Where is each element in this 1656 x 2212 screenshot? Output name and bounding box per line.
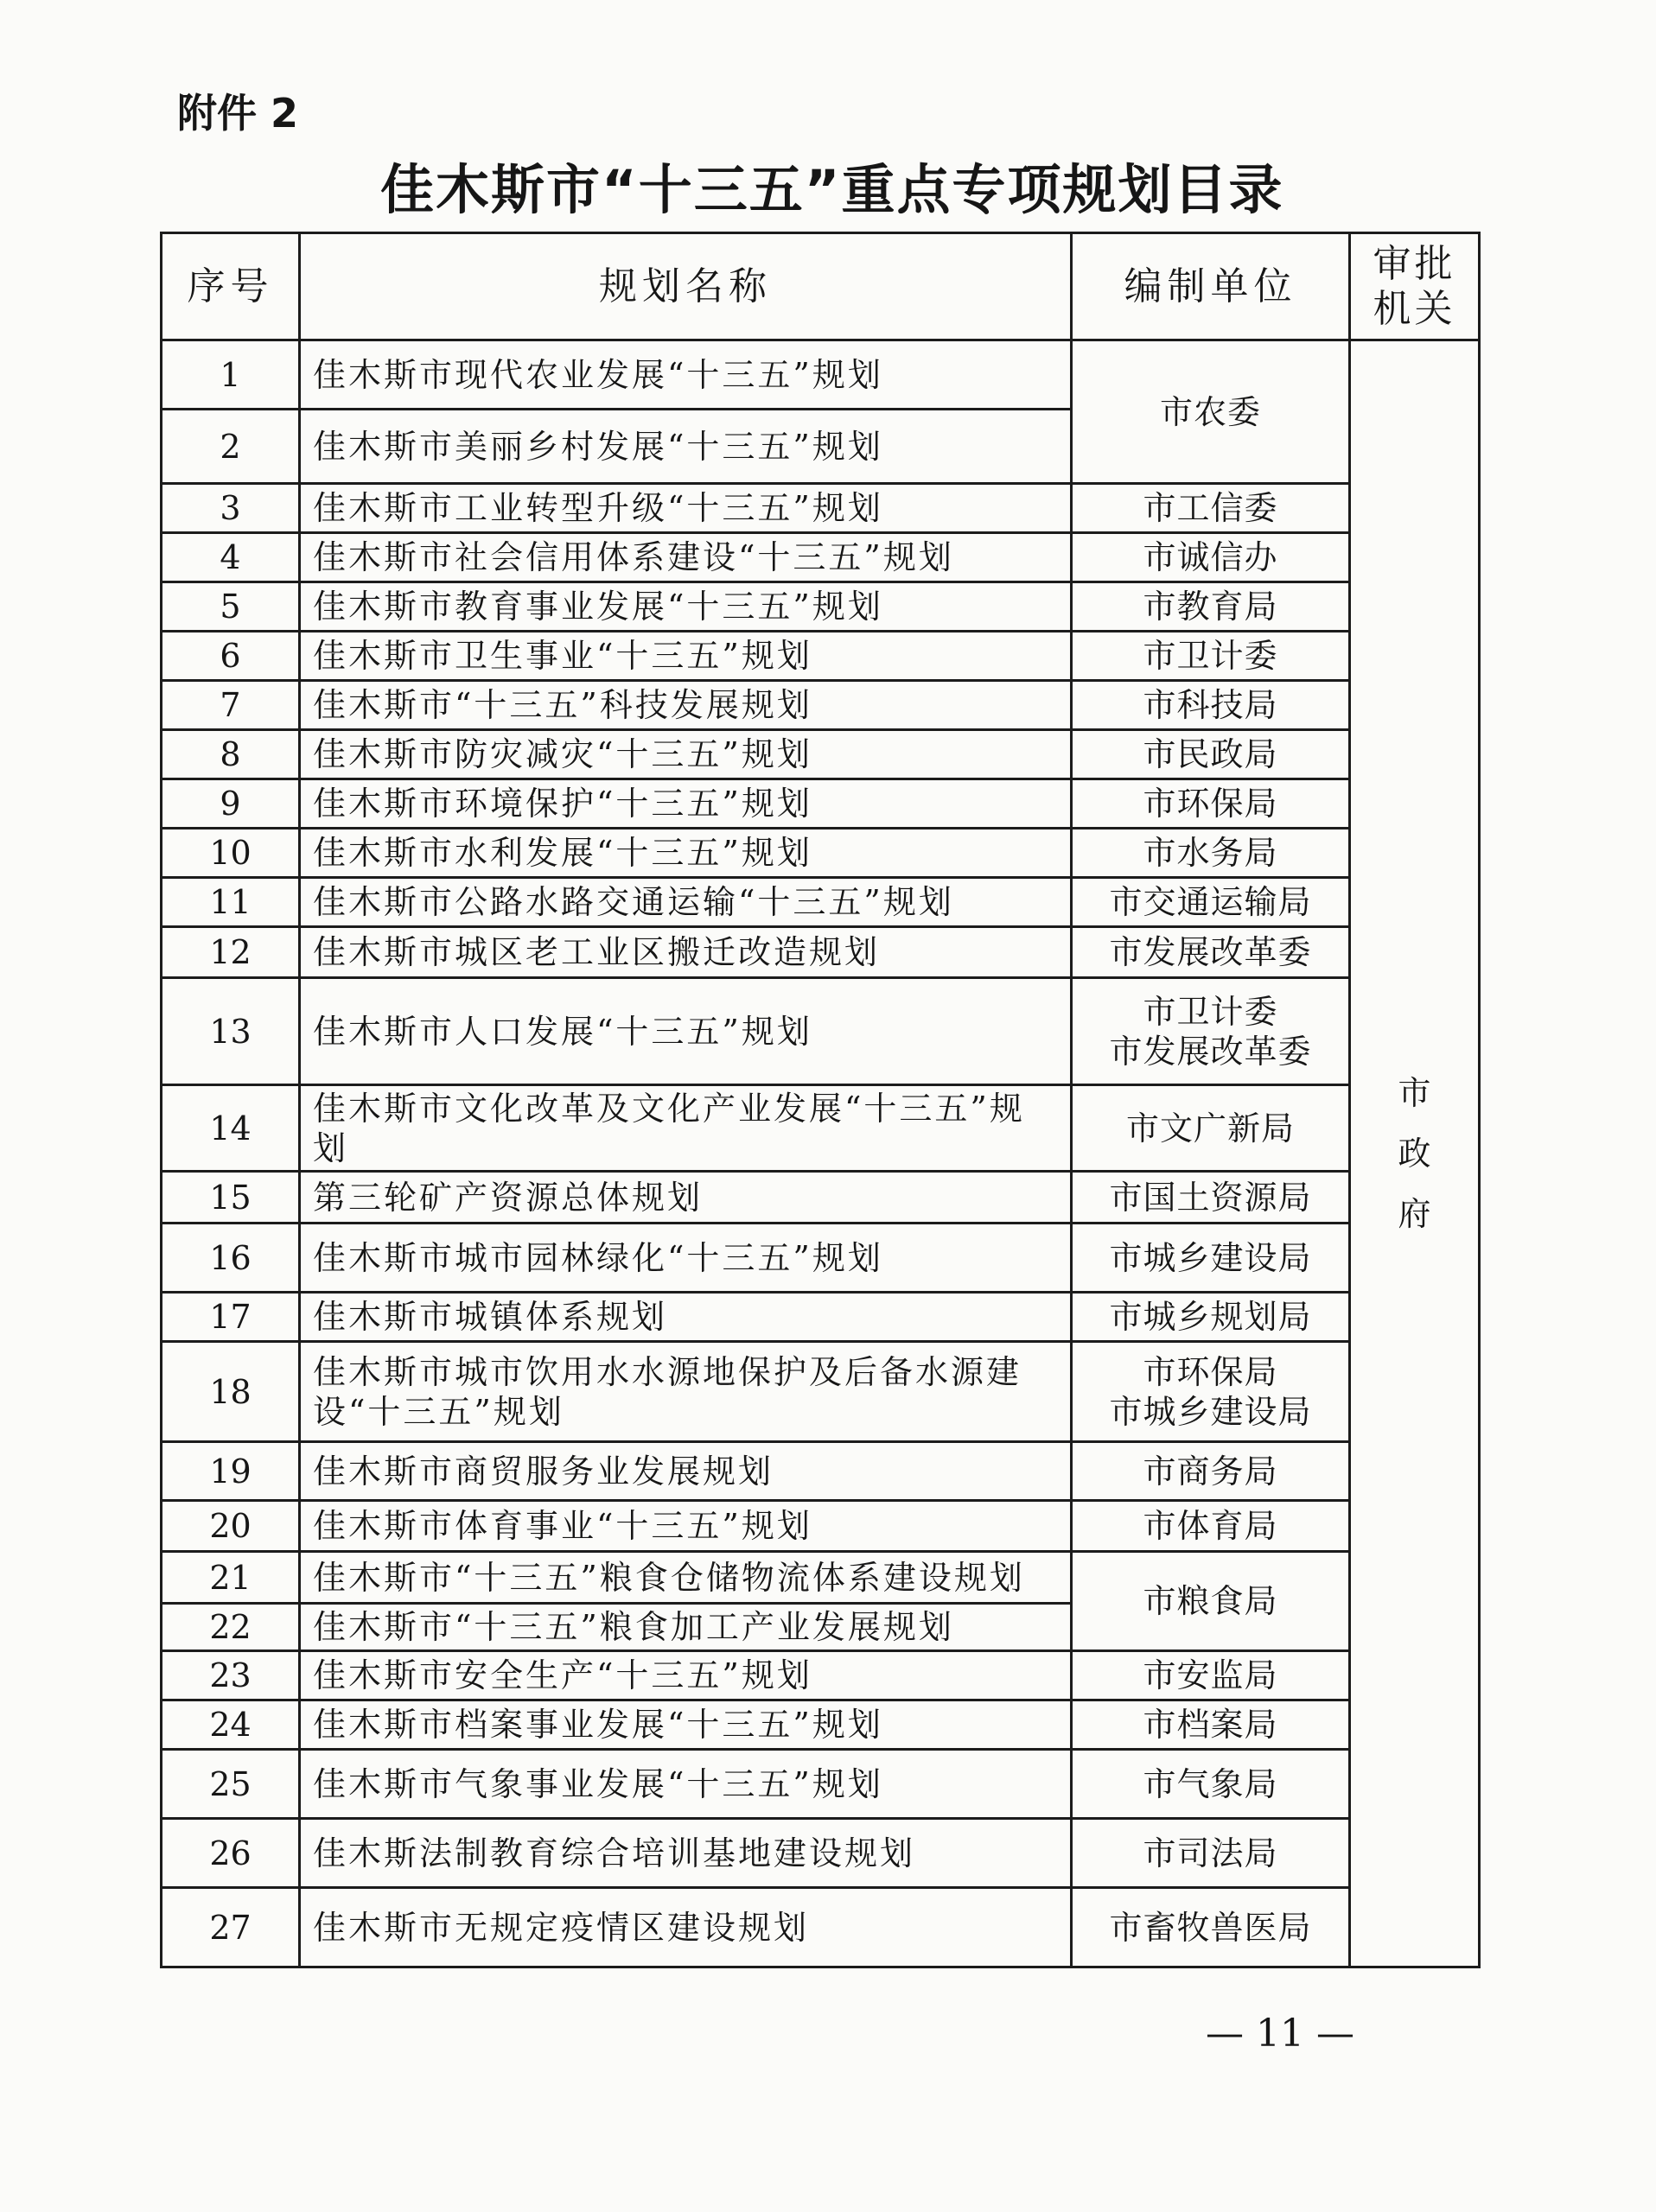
table-row <box>162 681 1480 730</box>
unit-line: 市城乡建设局 <box>1109 1392 1312 1431</box>
table-row <box>162 484 1480 533</box>
row-seq: 15 <box>162 1172 300 1224</box>
attachment-label: 附件 2 <box>177 90 299 137</box>
row-unit: 市科技局 <box>1072 681 1350 730</box>
row-unit: 市档案局 <box>1072 1700 1350 1750</box>
row-unit: 市气象局 <box>1072 1750 1350 1819</box>
row-plan-name: 佳木斯市“十三五”粮食加工产业发展规划 <box>300 1604 1072 1651</box>
authority-char: 府 <box>1398 1195 1431 1233</box>
row-plan-name: 佳木斯市城镇体系规划 <box>300 1293 1072 1342</box>
row-unit: 市文广新局 <box>1072 1085 1350 1172</box>
row-seq: 27 <box>162 1888 300 1967</box>
table-row <box>162 1700 1480 1750</box>
row-seq: 20 <box>162 1501 300 1552</box>
row-plan-name: 佳木斯市“十三五”科技发展规划 <box>300 681 1072 730</box>
header-unit: 编制单位 <box>1072 233 1350 340</box>
row-seq: 22 <box>162 1604 300 1651</box>
row-seq: 14 <box>162 1085 300 1172</box>
header-seq: 序号 <box>162 233 300 340</box>
row-unit: 市交通运输局 <box>1072 878 1350 927</box>
table-row <box>162 1819 1480 1888</box>
table-row <box>162 1172 1480 1224</box>
row-plan-name: 佳木斯市环境保护“十三五”规划 <box>300 779 1072 829</box>
unit-line: 市发展改革委 <box>1109 1032 1312 1071</box>
table-row <box>162 1651 1480 1700</box>
unit-line: 市卫计委 <box>1143 992 1278 1031</box>
table-row <box>162 878 1480 927</box>
document-title: 佳木斯市“十三五”重点专项规划目录 <box>380 158 1284 221</box>
row-unit <box>1072 978 1350 1085</box>
row-seq: 3 <box>162 484 300 533</box>
row-seq: 16 <box>162 1224 300 1293</box>
row-seq: 17 <box>162 1293 300 1342</box>
header-row <box>162 233 1480 340</box>
row-plan-name: 第三轮矿产资源总体规划 <box>300 1172 1072 1224</box>
row-plan-name: 佳木斯市工业转型升级“十三五”规划 <box>300 484 1072 533</box>
row-unit: 市商务局 <box>1072 1442 1350 1501</box>
row-unit: 市水务局 <box>1072 829 1350 878</box>
row-plan-name: 佳木斯市档案事业发展“十三五”规划 <box>300 1700 1072 1750</box>
row-seq: 2 <box>162 410 300 484</box>
header-name: 规划名称 <box>300 233 1072 340</box>
row-seq: 26 <box>162 1819 300 1888</box>
row-plan-name: 佳木斯市城区老工业区搬迁改造规划 <box>300 927 1072 978</box>
row-unit: 市体育局 <box>1072 1501 1350 1552</box>
page-number: — 11 — <box>1206 2012 1354 2056</box>
row-seq: 1 <box>162 340 300 410</box>
row-unit: 市畜牧兽医局 <box>1072 1888 1350 1967</box>
row-seq: 10 <box>162 829 300 878</box>
row-plan-name: 佳木斯市社会信用体系建设“十三五”规划 <box>300 533 1072 582</box>
row-plan-name: 佳木斯市无规定疫情区建设规划 <box>300 1888 1072 1967</box>
row-seq: 6 <box>162 632 300 681</box>
table-row <box>162 927 1480 978</box>
row-plan-name: 佳木斯市美丽乡村发展“十三五”规划 <box>300 410 1072 484</box>
row-unit: 市城乡建设局 <box>1072 1224 1350 1293</box>
row-seq: 5 <box>162 582 300 632</box>
row-plan-name: 佳木斯市城市园林绿化“十三五”规划 <box>300 1224 1072 1293</box>
row-plan-name: 佳木斯市体育事业“十三五”规划 <box>300 1501 1072 1552</box>
row-unit: 市安监局 <box>1072 1651 1350 1700</box>
table-row <box>162 1750 1480 1819</box>
row-seq: 9 <box>162 779 300 829</box>
row-unit <box>1072 1342 1350 1442</box>
row-seq: 7 <box>162 681 300 730</box>
row-plan-name: 佳木斯市防灾减灾“十三五”规划 <box>300 730 1072 779</box>
table-row <box>162 632 1480 681</box>
table-row <box>162 1342 1480 1442</box>
table-row <box>162 533 1480 582</box>
row-seq: 8 <box>162 730 300 779</box>
row-unit: 市粮食局 <box>1072 1552 1350 1651</box>
row-seq: 11 <box>162 878 300 927</box>
row-unit: 市司法局 <box>1072 1819 1350 1888</box>
row-plan-name: 佳木斯法制教育综合培训基地建设规划 <box>300 1819 1072 1888</box>
table-row <box>162 1888 1480 1967</box>
plan-catalog-table <box>160 232 1481 1968</box>
table-row <box>162 1442 1480 1501</box>
row-seq: 4 <box>162 533 300 582</box>
approval-authority <box>1350 340 1480 1967</box>
row-plan-name: 佳木斯市商贸服务业发展规划 <box>300 1442 1072 1501</box>
table-row <box>162 582 1480 632</box>
row-plan-name: 佳木斯市安全生产“十三五”规划 <box>300 1651 1072 1700</box>
row-unit: 市发展改革委 <box>1072 927 1350 978</box>
row-unit: 市城乡规划局 <box>1072 1293 1350 1342</box>
authority-char: 政 <box>1398 1135 1431 1173</box>
row-plan-name: 佳木斯市现代农业发展“十三五”规划 <box>300 340 1072 410</box>
table-row <box>162 1552 1480 1604</box>
table-row <box>162 1224 1480 1293</box>
row-plan-name: 佳木斯市气象事业发展“十三五”规划 <box>300 1750 1072 1819</box>
row-seq: 25 <box>162 1750 300 1819</box>
row-unit: 市国土资源局 <box>1072 1172 1350 1224</box>
row-unit: 市诚信办 <box>1072 533 1350 582</box>
row-seq: 21 <box>162 1552 300 1604</box>
row-plan-name: 佳木斯市人口发展“十三五”规划 <box>300 978 1072 1085</box>
table-row <box>162 1293 1480 1342</box>
row-plan-name: 佳木斯市卫生事业“十三五”规划 <box>300 632 1072 681</box>
table-row <box>162 978 1480 1085</box>
row-seq: 18 <box>162 1342 300 1442</box>
row-unit: 市民政局 <box>1072 730 1350 779</box>
row-plan-name: 佳木斯市公路水路交通运输“十三五”规划 <box>300 878 1072 927</box>
row-plan-name: 佳木斯市教育事业发展“十三五”规划 <box>300 582 1072 632</box>
row-plan-name: 佳木斯市城市饮用水水源地保护及后备水源建设“十三五”规划 <box>300 1342 1072 1442</box>
row-seq: 12 <box>162 927 300 978</box>
row-plan-name: 佳木斯市“十三五”粮食仓储物流体系建设规划 <box>300 1552 1072 1604</box>
row-unit: 市教育局 <box>1072 582 1350 632</box>
row-unit: 市农委 <box>1072 340 1350 484</box>
row-unit: 市环保局 <box>1072 779 1350 829</box>
row-plan-name: 佳木斯市文化改革及文化产业发展“十三五”规划 <box>300 1085 1072 1172</box>
row-seq: 23 <box>162 1651 300 1700</box>
row-plan-name: 佳木斯市水利发展“十三五”规划 <box>300 829 1072 878</box>
row-unit: 市卫计委 <box>1072 632 1350 681</box>
table-row <box>162 829 1480 878</box>
table-row <box>162 1501 1480 1552</box>
table-row <box>162 340 1480 410</box>
row-seq: 24 <box>162 1700 300 1750</box>
row-seq: 19 <box>162 1442 300 1501</box>
row-seq: 13 <box>162 978 300 1085</box>
header-authority: 审批机关 <box>1350 233 1480 340</box>
unit-line: 市环保局 <box>1143 1352 1278 1391</box>
row-unit: 市工信委 <box>1072 484 1350 533</box>
authority-char: 市 <box>1398 1074 1431 1112</box>
table-row <box>162 779 1480 829</box>
table-row <box>162 730 1480 779</box>
table-row <box>162 1085 1480 1172</box>
